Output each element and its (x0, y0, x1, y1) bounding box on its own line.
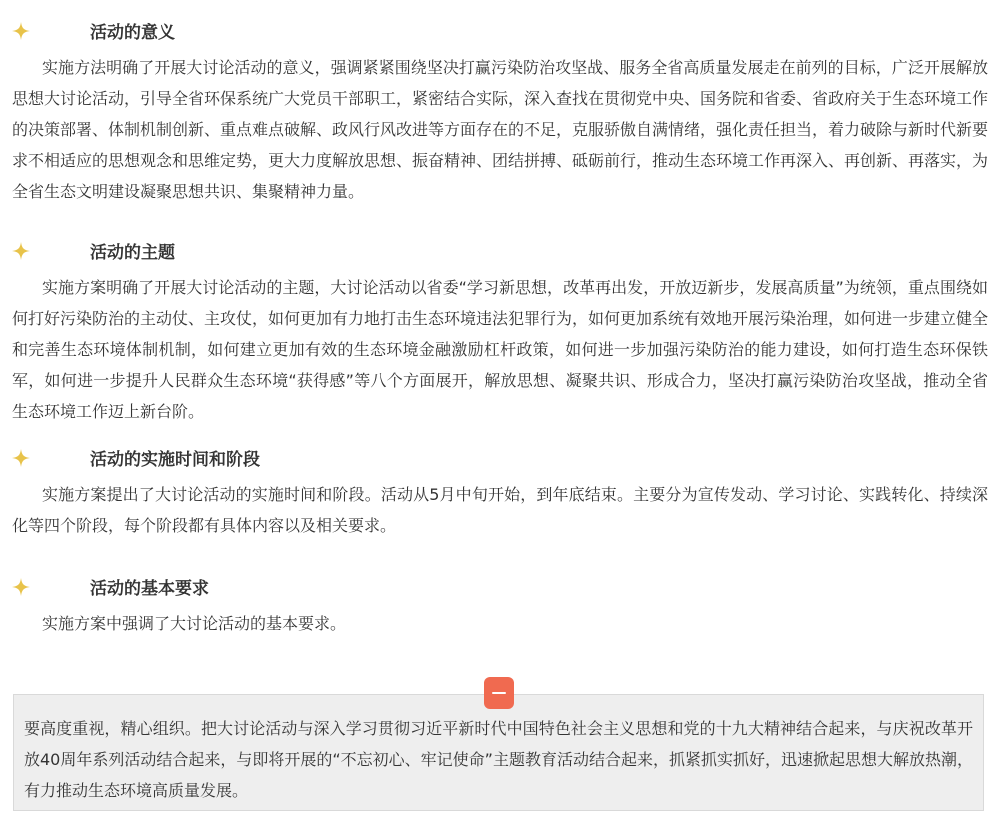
section-heading-row (0, 242, 1000, 272)
section-title: 活动的基本要求 (90, 579, 209, 599)
section-schedule (0, 449, 1000, 541)
section-body: 实施方案中强调了大讨论活动的基本要求。 (42, 614, 347, 633)
section-body: 实施方案提出了大讨论活动的实施时间和阶段。活动从5月中旬开始，到年底结束。主要分为宣传发动、学习讨论、实践转化、持续深化等四个阶段，每个阶段都有具体内容以及相关要求。 (12, 485, 988, 535)
section-heading-row (0, 578, 1000, 608)
note-box (13, 694, 984, 811)
section-title: 活动的主题 (90, 243, 175, 263)
sparkle-star-icon (12, 242, 30, 260)
section-requirements (0, 578, 1000, 639)
sparkle-star-icon (12, 449, 30, 467)
section-body: 实施方法明确了开展大讨论活动的意义，强调紧紧围绕坚决打赢污染防治攻坚战、服务全省高质量发展走在前列的目标，广泛开展解放思想大讨论活动，引导全省环保系统广大党员干部职工，紧密结合实际，深入查找在贯彻党中央、国务院和省委、省政府关于生态环境工作的决策部署、体制机制创新、重点难点破解、政风行风改进等方面存在的不足，克服骄傲自满情绪，强化责任担当，着力破除与新时代新要求不相适应的思想观念和思维定势，更大力度解放思想、振奋精神、团结拼搏、砥砺前行，推动生态环境工作再深入、再创新、再落实，为全省生态文明建设凝聚思想共识、集聚精神力量。 (12, 58, 989, 201)
section-heading-row (0, 449, 1000, 479)
section-theme (0, 242, 1000, 427)
section-title: 活动的实施时间和阶段 (90, 450, 260, 470)
minus-icon (492, 692, 506, 694)
collapse-button[interactable] (484, 677, 514, 709)
sparkle-star-icon (12, 578, 30, 596)
section-body: 实施方案明确了开展大讨论活动的主题，大讨论活动以省委“学习新思想，改革再出发，开放迈新步，发展高质量”为统领，重点围绕如何打好污染防治的主动仗、主攻仗，如何更加有力地打击生态环境违法犯罪行为，如何更加系统有效地开展污染治理，如何进一步建立健全和完善生态环境体制机制，如何建立更加有效的生态环境金融激励杠杆政策，如何进一步加强污染防治的能力建设，如何打造生态环保铁军，如何进一步提升人民群众生态环境“获得感”等八个方面展开，解放思想、凝聚共识、形成合力，坚决打赢污染防治攻坚战，推动全省生态环境工作迈上新台阶。 (12, 278, 989, 421)
section-heading-row (0, 22, 1000, 52)
section-title: 活动的意义 (90, 23, 175, 43)
note-text: 要高度重视，精心组织。把大讨论活动与深入学习贯彻习近平新时代中国特色社会主义思想和党的十九大精神结合起来，与庆祝改革开放40周年系列活动结合起来，与即将开展的“不忘初心、牢记使命”主题教育活动结合起来，抓紧抓实抓好，迅速掀起思想大解放热潮，有力推动生态环境高质量发展。 (24, 719, 973, 800)
sparkle-star-icon (12, 22, 30, 40)
section-significance (0, 22, 1000, 207)
